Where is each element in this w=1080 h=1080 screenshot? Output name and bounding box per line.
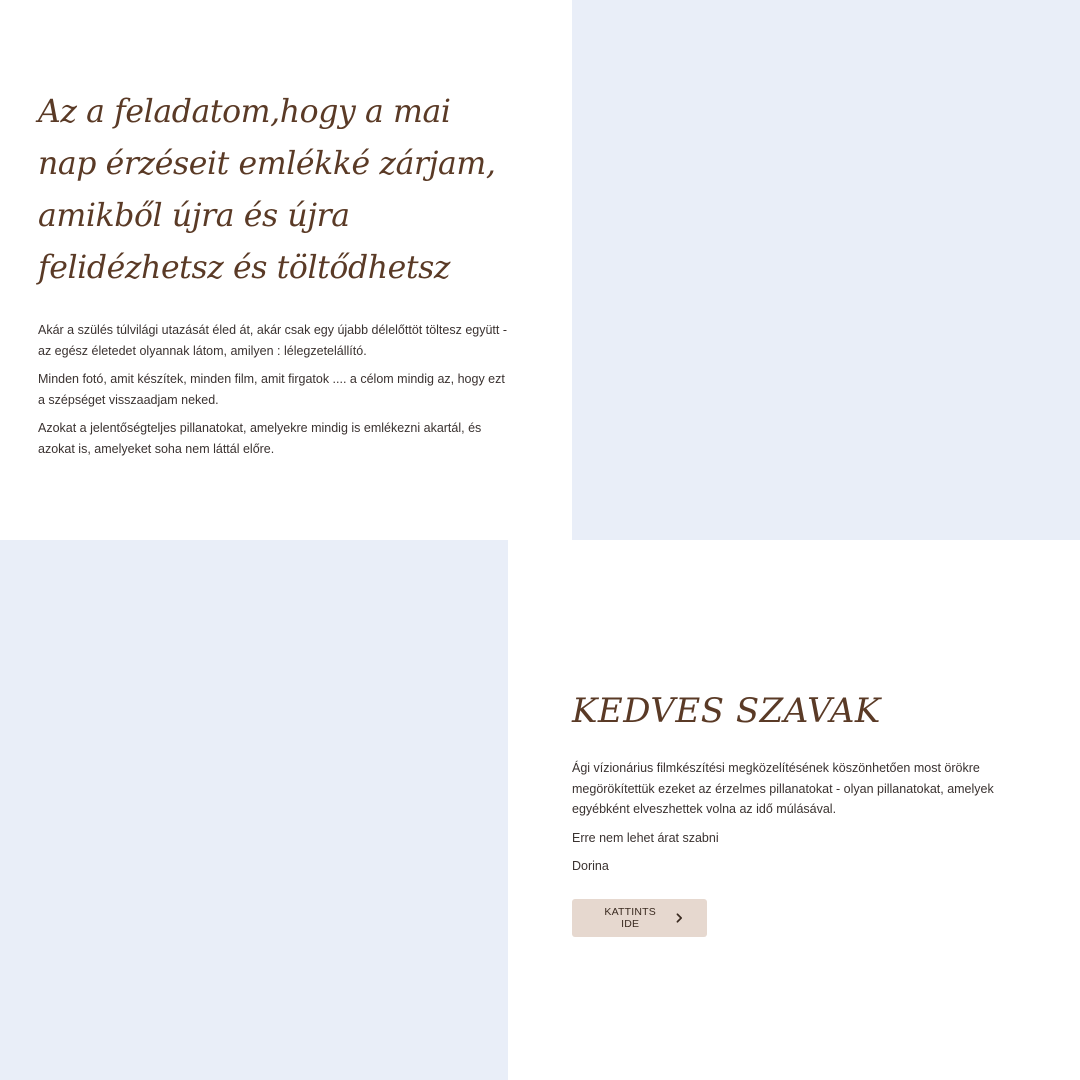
intro-paragraph: Minden fotó, amit készítek, minden film, amit firgatok .... a célom mindig az, hogy ezt a szépséget visszaadjam neked. bbox=[38, 372, 505, 407]
image-placeholder-bottom-left bbox=[0, 540, 508, 1080]
testimonial-quote-closing: Erre nem lehet árat szabni bbox=[572, 830, 719, 845]
cta-button-label: KATTINTS IDE bbox=[604, 905, 656, 930]
image-placeholder-top-right bbox=[572, 0, 1080, 540]
testimonial-heading-text: KEDVES SZAVAK bbox=[572, 691, 881, 731]
testimonial-section bbox=[572, 688, 1022, 937]
intro-heading-line: Az a feladatom,hogy a mai bbox=[38, 94, 451, 130]
kattints-ide-button[interactable] bbox=[572, 899, 707, 937]
intro-section bbox=[38, 86, 513, 467]
intro-paragraph: Azokat a jelentőségteljes pillanatokat, amelyekre mindig is emlékezni akartál, és azokat is, amelyeket soha nem láttál előre. bbox=[38, 421, 482, 456]
testimonial-quote: Ági vízionárius filmkészítési megközelítésének köszönhetően most örökre megörökítettük ezeket az érzelmes pillanatokat - olyan pillanatokat, amelyek egyébként elveszhettek volna az idő múlásával. bbox=[572, 761, 994, 816]
chevron-right-icon bbox=[676, 913, 683, 923]
testimonial-author: Dorina bbox=[572, 859, 609, 873]
intro-heading-line: felidézhetsz és töltődhetsz bbox=[38, 250, 451, 286]
intro-heading bbox=[38, 86, 513, 294]
intro-heading-line: nap érzéseit emlékké zárjam, bbox=[38, 146, 496, 182]
intro-heading-line: amikből újra és újra bbox=[38, 198, 350, 234]
testimonial-heading bbox=[572, 688, 1022, 734]
intro-paragraph: Akár a szülés túlvilági utazását éled át, akár csak egy újabb délelőttöt töltesz együtt - az egész életedet olyannak látom, amilyen : lélegzetelállító. bbox=[38, 323, 508, 358]
